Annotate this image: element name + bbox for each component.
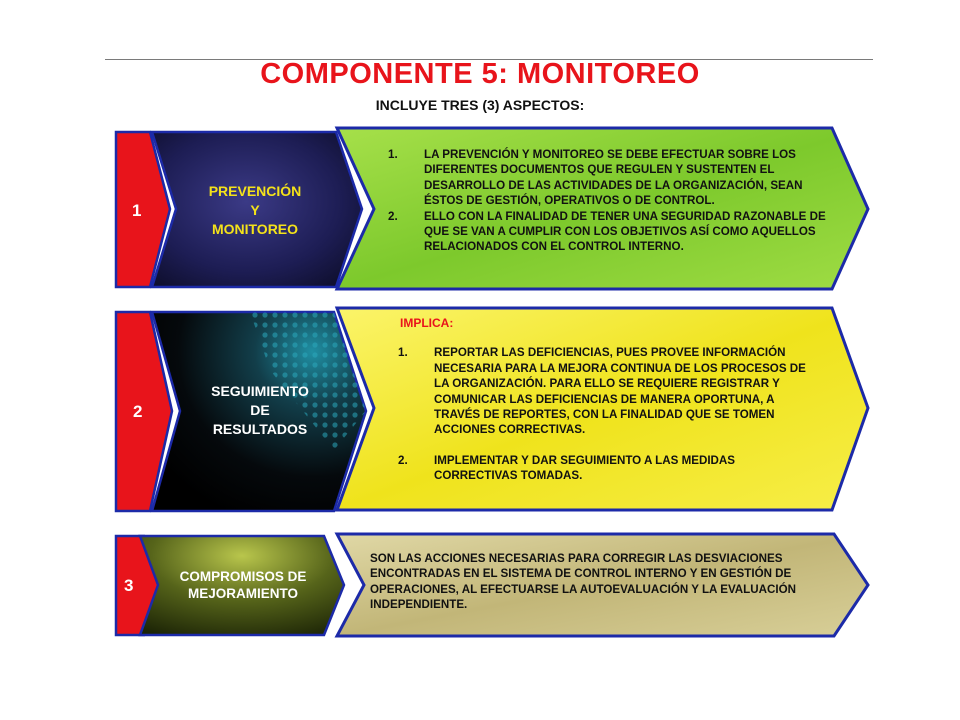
row2-item-1: 1. REPORTAR LAS DEFICIENCIAS, PUES PROVEE INFORMACIÓN NECESARIA PARA LA MEJORA CONTINUA DE LOS PROCESOS DE LA ORGANIZACIÓN. PARA ELLO SE REQUIERE REGISTRAR Y COMUNICAR LAS DEFICIENCIAS DE MANERA OPORTUNA, A TRAVÉS DE REPORTES, CON LA FINALIDAD QUE SE TOMEN ACCIONES CORRECTIVAS.	[398, 346, 806, 437]
row1-label-line2: Y	[250, 201, 260, 218]
row2-label-line2: DE	[250, 401, 270, 418]
row1-number: 1	[132, 201, 142, 220]
row2-label	[192, 370, 328, 450]
row2-item-2: 2. IMPLEMENTAR Y DAR SEGUIMIENTO A LAS MEDIDAS CORRECTIVAS TOMADAS.	[398, 453, 736, 483]
row3-label	[166, 564, 320, 606]
row2-number: 2	[133, 402, 143, 421]
row1-text	[388, 147, 826, 255]
row3-text: SON LAS ACCIONES NECESARIAS PARA CORREGIR LAS DESVIACIONES ENCONTRADAS EN EL SISTEMA DE CONTROL INTERNO Y EN GESTIÓN DE OPERACIONES, AL EFECTUARSE LA AUTOEVALUACIÓN Y LA EVALUACIÓN INDEPENDIENTE.	[370, 552, 796, 612]
row3-number: 3	[124, 576, 134, 595]
row2-text	[398, 316, 818, 484]
page-title: COMPONENTE 5: MONITOREO	[260, 58, 700, 90]
row1-item-1: 1. LA PREVENCIÓN Y MONITOREO SE DEBE EFECTUAR SOBRE LOS DIFERENTES DOCUMENTOS QUE REGULEN Y SUSTENTEN EL DESARROLLO DE LAS ACTIVIDADES DE LA ORGANIZACIÓN, SEAN ÉSTOS DE GESTIÓN, OPERATIVOS O DE CONTROL.	[388, 148, 803, 208]
row3-label-line1: COMPROMISOS DE	[179, 569, 307, 584]
row1-label-line1: PREVENCIÓN	[208, 182, 302, 199]
row1-item-2: 2. ELLO CON LA FINALIDAD DE TENER UNA SEGURIDAD RAZONABLE DE QUE SE VAN A CUMPLIR CON LOS OBJETIVOS ASÍ COMO AQUELLOS RELACIONADOS CON EL CONTROL INTERNO.	[388, 209, 826, 254]
row2-label-line1: SEGUIMIENTO	[211, 382, 309, 399]
page-subtitle: INCLUYE TRES (3) ASPECTOS:	[375, 97, 585, 113]
row2-label-line3: RESULTADOS	[212, 420, 308, 437]
row3-label-line2: MEJORAMIENTO	[187, 586, 298, 601]
row2-intro: IMPLICA:	[400, 316, 454, 330]
row1-label	[190, 170, 320, 250]
row1-label-line3: MONITOREO	[211, 220, 299, 237]
